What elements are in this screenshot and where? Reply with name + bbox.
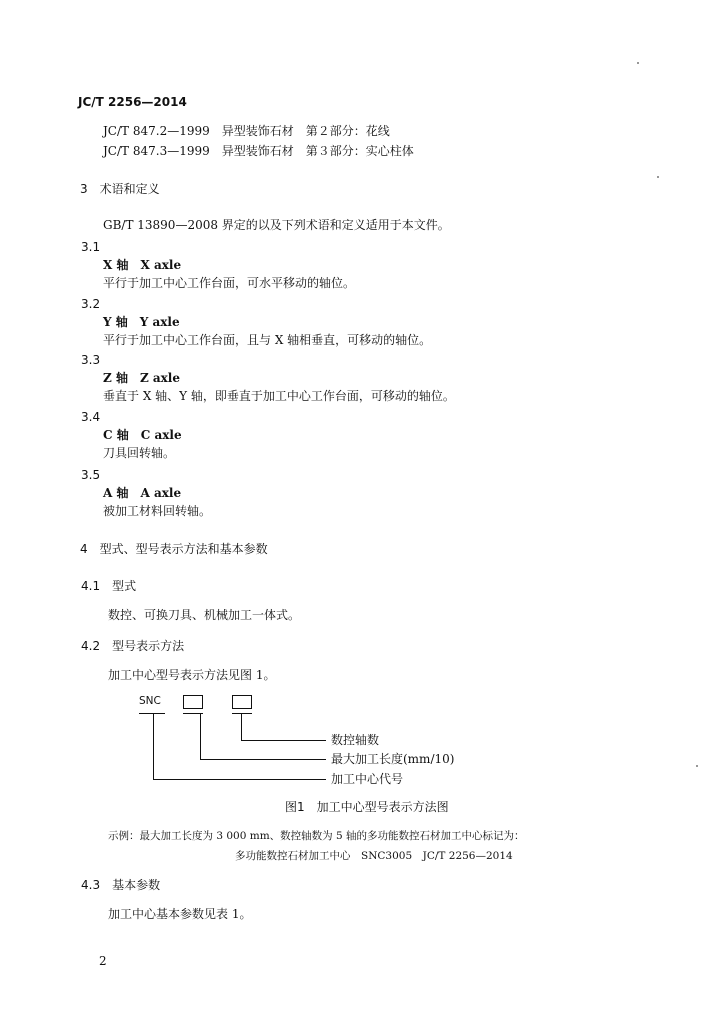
section-4-1-title: 4.1 型式 <box>81 579 137 593</box>
figure-caption: 图1 加工中心型号表示方法图 <box>285 800 449 814</box>
section-4-3-text: 加工中心基本参数见表 1。 <box>108 907 252 921</box>
box-underline <box>232 713 252 714</box>
term-heading: X 轴 X axle <box>103 258 182 272</box>
section-4-3-title: 4.3 基本参数 <box>81 878 161 892</box>
term-heading: Z 轴 Z axle <box>103 371 180 385</box>
code-box-axes <box>232 695 252 709</box>
term-definition: 平行于加工中心工作台面，且与 X 轴相垂直，可移动的轴位。 <box>103 333 432 347</box>
section-4-2-title: 4.2 型号表示方法 <box>81 639 185 653</box>
section-3-intro: GB/T 13890—2008 界定的以及下列术语和定义适用于本文件。 <box>103 218 450 232</box>
term-number: 3.1 <box>81 240 101 254</box>
section-3-title: 3 术语和定义 <box>80 182 160 196</box>
term-definition: 刀具回转轴。 <box>103 446 176 460</box>
term-definition: 被加工材料回转轴。 <box>103 504 212 518</box>
scan-speck <box>657 176 659 178</box>
label-axes-count: 数控轴数 <box>331 733 380 747</box>
model-prefix: SNC <box>139 695 161 707</box>
code-box-length <box>183 695 203 709</box>
section-4-title: 4 型式、型号表示方法和基本参数 <box>80 542 268 556</box>
leader-line <box>241 740 326 741</box>
leader-line <box>241 713 242 740</box>
reference-item: JC/T 847.2—1999 异型装饰石材 第２部分：花线 <box>103 124 390 138</box>
leader-line <box>200 759 326 760</box>
example-line-2: 多功能数控石材加工中心 SNC3005 JC/T 2256—2014 <box>235 850 513 862</box>
term-number: 3.3 <box>81 353 101 367</box>
reference-item: JC/T 847.3—1999 异型装饰石材 第３部分：实心柱体 <box>103 144 414 158</box>
label-max-length: 最大加工长度(mm/10) <box>331 752 455 766</box>
term-definition: 垂直于 X 轴、Y 轴，即垂直于加工中心工作台面，可移动的轴位。 <box>103 389 455 403</box>
example-line-1: 示例：最大加工长度为 3 000 mm、数控轴数为 5 轴的多功能数控石材加工中心标记为： <box>108 830 525 842</box>
standard-code: JC/T 2256—2014 <box>78 95 187 109</box>
term-number: 3.4 <box>81 410 101 424</box>
term-heading: C 轴 C axle <box>103 428 182 442</box>
prefix-underline <box>139 713 165 714</box>
scan-speck <box>637 62 639 64</box>
leader-line <box>153 779 326 780</box>
term-heading: Y 轴 Y axle <box>103 315 180 329</box>
label-center-code: 加工中心代号 <box>331 772 404 786</box>
section-4-1-text: 数控、可换刀具、机械加工一体式。 <box>108 608 301 622</box>
scan-speck <box>696 765 698 767</box>
leader-line <box>153 713 154 779</box>
page-number: 2 <box>99 954 107 968</box>
term-number: 3.5 <box>81 468 101 482</box>
leader-line <box>200 713 201 759</box>
term-number: 3.2 <box>81 297 101 311</box>
section-4-2-text: 加工中心型号表示方法见图 1。 <box>108 668 276 682</box>
term-heading: A 轴 A axle <box>103 486 182 500</box>
term-definition: 平行于加工中心工作台面，可水平移动的轴位。 <box>103 276 356 290</box>
